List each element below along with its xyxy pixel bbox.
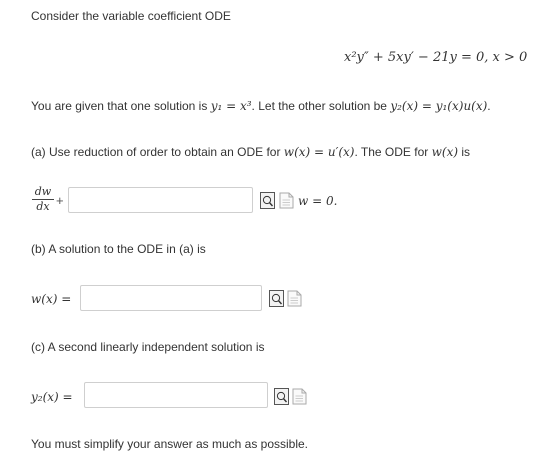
preview-icon[interactable] [269,290,284,307]
help-page-icon[interactable] [279,192,294,209]
part-b-answer-input[interactable] [80,285,262,311]
y2-expression: y₂(x) = y₁(x)u(x) [390,99,488,113]
part-a-prefix: (a) Use reduction of order to obtain an ODE for [31,145,284,159]
part-a-prompt [31,145,470,159]
plus-sign: + [56,193,64,208]
intro-text: Consider the variable coefficient ODE [31,9,231,23]
given-solution-text [31,99,491,113]
ode-equation: x²y″ + 5xy′ − 21y = 0, x > 0 [344,50,528,65]
part-c-answer-input[interactable] [84,382,268,408]
given-suffix: . [487,99,491,113]
preview-icon[interactable] [274,388,289,405]
footer-note: You must simplify your answer as much as possible. [31,437,309,451]
given-middle: . Let the other solution be [251,99,391,113]
part-a-suffix: is [458,145,471,159]
help-page-icon[interactable] [292,388,307,405]
given-prefix: You are given that one solution is [31,99,211,113]
preview-icon[interactable] [260,192,275,209]
part-a-middle: . The ODE for [354,145,432,159]
part-a-tail: w = 0. [298,194,338,208]
y2-of-x-label: y₂(x) = [31,390,73,404]
dw-dx-fraction [32,186,54,213]
help-page-icon[interactable] [287,290,302,307]
w-definition: w(x) = u′(x) [283,145,355,159]
fraction-denominator: dx [36,200,50,213]
w-of-x: w(x) [431,145,459,159]
part-b-prompt: (b) A solution to the ODE in (a) is [31,242,206,256]
y1-expression: y₁ = x³ [210,99,252,113]
fraction-numerator: dw [34,185,52,198]
part-a-answer-input[interactable] [68,187,253,213]
part-c-prompt: (c) A second linearly independent solution is [31,340,265,354]
w-of-x-label: w(x) = [31,292,72,306]
